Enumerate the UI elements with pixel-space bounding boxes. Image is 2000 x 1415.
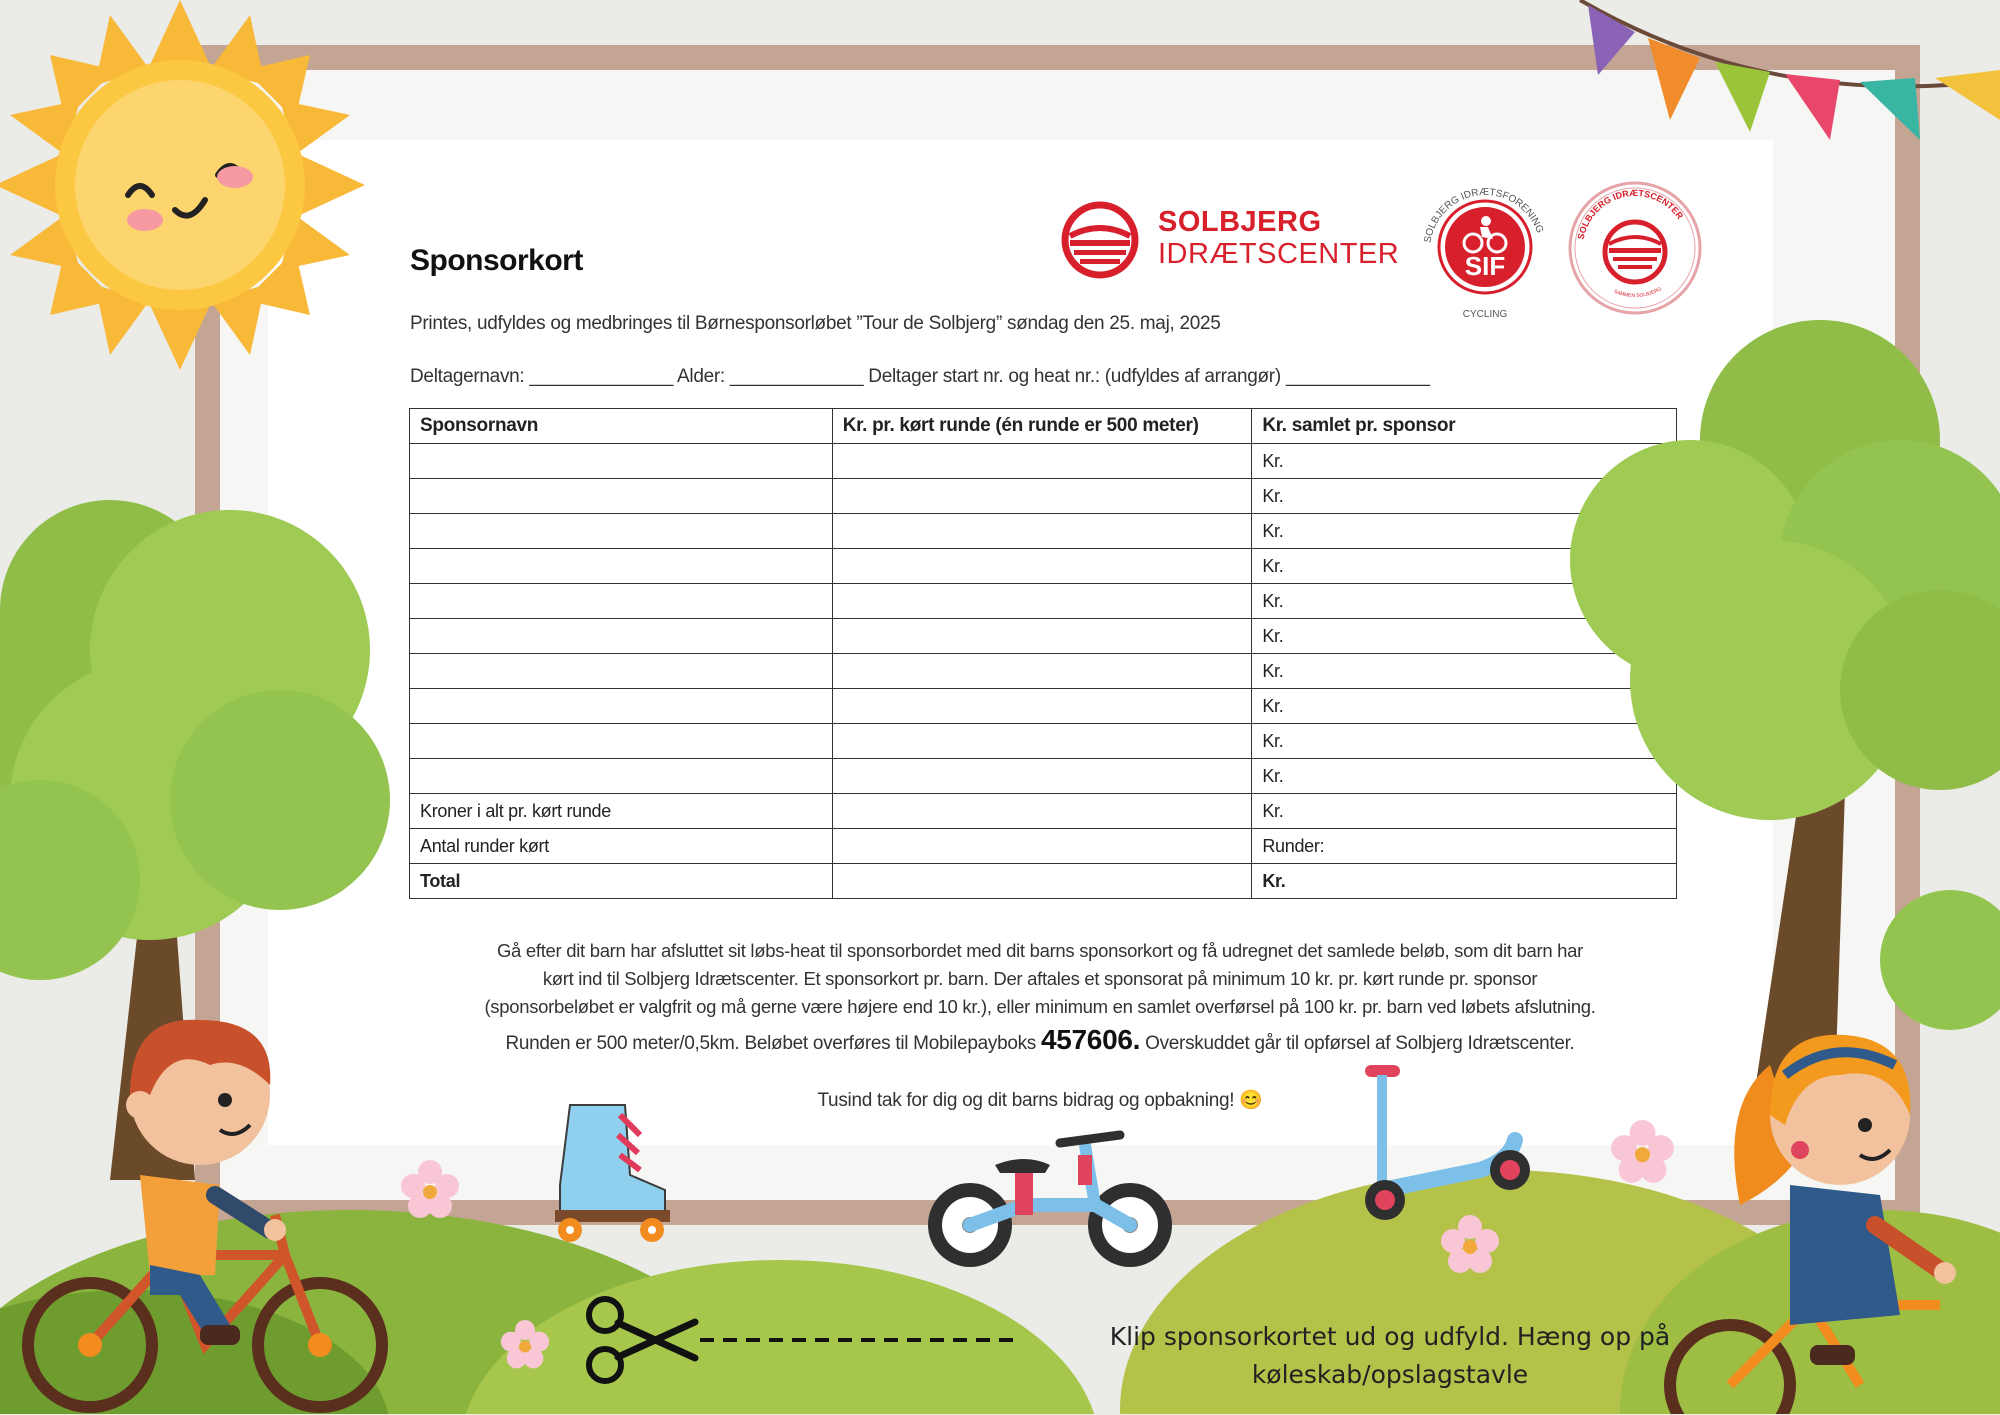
document-intro: Printes, udfyldes og medbringes til Børnesponsorløbet ”Tour de Solbjerg” søndag den 25. maj, 2025 xyxy=(410,313,1221,334)
sif-cycling-badge-icon xyxy=(1410,175,1560,325)
table-row xyxy=(410,549,1677,584)
kr-total-cell[interactable]: Kr. xyxy=(1252,619,1677,654)
bunting-icon xyxy=(1540,0,2000,170)
kr-per-lap-cell[interactable] xyxy=(832,759,1252,794)
center-badge-bottom-text: SAMMEN SOLBJERG xyxy=(1612,286,1663,300)
summary-value[interactable]: Kr. xyxy=(1252,794,1677,829)
table-row xyxy=(410,654,1677,689)
summary-label: Kroner i alt pr. kørt runde xyxy=(410,794,833,829)
summary-value[interactable]: Runder: xyxy=(1252,829,1677,864)
balance-bike-icon xyxy=(925,1125,1175,1275)
center-badge-text: SOLBJERG IDRÆTSCENTER xyxy=(1575,187,1686,241)
tree-icon xyxy=(1570,310,2000,1090)
kr-per-lap-cell[interactable] xyxy=(832,689,1252,724)
kr-per-lap-cell[interactable] xyxy=(832,654,1252,689)
mobilepay-number: 457606. xyxy=(1040,1024,1141,1055)
sponsor-name-cell[interactable] xyxy=(410,549,833,584)
kr-per-lap-cell[interactable] xyxy=(832,444,1252,479)
header-sponsor-name: Sponsornavn xyxy=(410,409,833,444)
summary-label: Total xyxy=(410,864,833,899)
clip-instruction xyxy=(1040,1318,1740,1394)
summary-empty-cell[interactable] xyxy=(832,829,1252,864)
kick-scooter-icon xyxy=(1360,1060,1540,1230)
info-line-3: (sponsorbeløbet er valgfrit og må gerne være højere end 10 kr.), eller minimum en samlet overførsel på 100 kr. pr. barn ved løbets afslutning. xyxy=(484,996,1596,1017)
sponsor-name-cell[interactable] xyxy=(410,584,833,619)
kr-per-lap-cell[interactable] xyxy=(832,514,1252,549)
sponsor-name-cell[interactable] xyxy=(410,514,833,549)
table-row xyxy=(410,689,1677,724)
kr-total-cell[interactable]: Kr. xyxy=(1252,584,1677,619)
kr-per-lap-cell[interactable] xyxy=(832,584,1252,619)
table-row xyxy=(410,759,1677,794)
clip-line-1: Klip sponsorkortet ud og udfyld. Hæng op på xyxy=(1109,1322,1671,1351)
flower-icon xyxy=(500,1320,550,1370)
kr-total-cell[interactable]: Kr. xyxy=(1252,759,1677,794)
logo-text-idraetscenter: IDRÆTSCENTER xyxy=(1158,238,1400,270)
table-row xyxy=(410,584,1677,619)
table-header-row xyxy=(410,409,1677,444)
sponsor-name-cell[interactable] xyxy=(410,444,833,479)
sif-top-text: SOLBJERG IDRÆTSFORENING xyxy=(1422,186,1546,244)
table-row xyxy=(410,619,1677,654)
summary-row-laps-count xyxy=(410,829,1677,864)
kr-total-cell[interactable]: Kr. xyxy=(1252,479,1677,514)
kr-per-lap-cell[interactable] xyxy=(832,619,1252,654)
info-paragraph xyxy=(400,937,1680,1021)
summary-row-total xyxy=(410,864,1677,899)
info-line-4a: Runden er 500 meter/0,5km. Beløbet overføres til Mobilepayboks xyxy=(505,1033,1036,1054)
boy-on-bike-icon xyxy=(20,985,400,1415)
idraetscenter-badge-icon xyxy=(1565,178,1705,318)
info-line-4b: Overskuddet går til opførsel af Solbjerg Idrætscenter. xyxy=(1145,1033,1575,1054)
clip-line-2: køleskab/opslagstavle xyxy=(1251,1360,1529,1389)
kr-total-cell[interactable]: Kr. xyxy=(1252,654,1677,689)
summary-label: Antal runder kørt xyxy=(410,829,833,864)
sun-icon xyxy=(0,0,390,390)
participant-fields-line: Deltagernavn: ______________ Alder: _____________ Deltager start nr. og heat nr.: (udfyldes af arrangør) ______________ xyxy=(410,366,1430,387)
flower-icon xyxy=(400,1160,460,1220)
thanks-text: Tusind tak for dig og dit barns bidrag og opbakning! 😊 xyxy=(817,1090,1263,1111)
kr-total-cell[interactable]: Kr. xyxy=(1252,549,1677,584)
sif-center-text: SIF xyxy=(1464,251,1506,281)
table-row xyxy=(410,514,1677,549)
document-title: Sponsorkort xyxy=(410,244,583,277)
kr-per-lap-cell[interactable] xyxy=(832,549,1252,584)
sponsor-name-cell[interactable] xyxy=(410,759,833,794)
summary-empty-cell[interactable] xyxy=(832,794,1252,829)
kr-total-cell[interactable]: Kr. xyxy=(1252,444,1677,479)
roller-skate-icon xyxy=(530,1095,680,1245)
sponsor-table xyxy=(409,408,1677,899)
solbjerg-logo-icon xyxy=(1060,200,1140,280)
sponsor-name-cell[interactable] xyxy=(410,689,833,724)
kr-total-cell[interactable]: Kr. xyxy=(1252,724,1677,759)
summary-value[interactable]: Kr. xyxy=(1252,864,1677,899)
kr-total-cell[interactable]: Kr. xyxy=(1252,514,1677,549)
sif-bottom-text: CYCLING xyxy=(1462,309,1508,320)
header-kr-per-lap: Kr. pr. kørt runde (én runde er 500 meter) xyxy=(832,409,1252,444)
table-row xyxy=(410,444,1677,479)
kr-per-lap-cell[interactable] xyxy=(832,724,1252,759)
summary-row-kroner-per-lap xyxy=(410,794,1677,829)
summary-empty-cell[interactable] xyxy=(832,864,1252,899)
info-line-1: Gå efter dit barn har afsluttet sit løbs-heat til sponsorbordet med dit barns sponsorkort og få udregnet det samlede beløb, som dit barn har xyxy=(496,940,1584,961)
logo-text-solbjerg: SOLBJERG xyxy=(1158,206,1322,238)
sponsor-name-cell[interactable] xyxy=(410,724,833,759)
sponsor-name-cell[interactable] xyxy=(410,479,833,514)
sponsor-name-cell[interactable] xyxy=(410,619,833,654)
kr-total-cell[interactable]: Kr. xyxy=(1252,689,1677,724)
table-row xyxy=(410,724,1677,759)
sponsor-name-cell[interactable] xyxy=(410,654,833,689)
kr-per-lap-cell[interactable] xyxy=(832,479,1252,514)
scissors-icon xyxy=(580,1290,1020,1390)
header-kr-total-per-sponsor: Kr. samlet pr. sponsor xyxy=(1252,409,1677,444)
info-line-4 xyxy=(400,1024,1680,1056)
info-line-2: kørt ind til Solbjerg Idrætscenter. Et sponsorkort pr. barn. Der aftales et sponsorat på minimum 10 kr. pr. kørt runde pr. sponsor xyxy=(542,968,1538,989)
table-row xyxy=(410,479,1677,514)
